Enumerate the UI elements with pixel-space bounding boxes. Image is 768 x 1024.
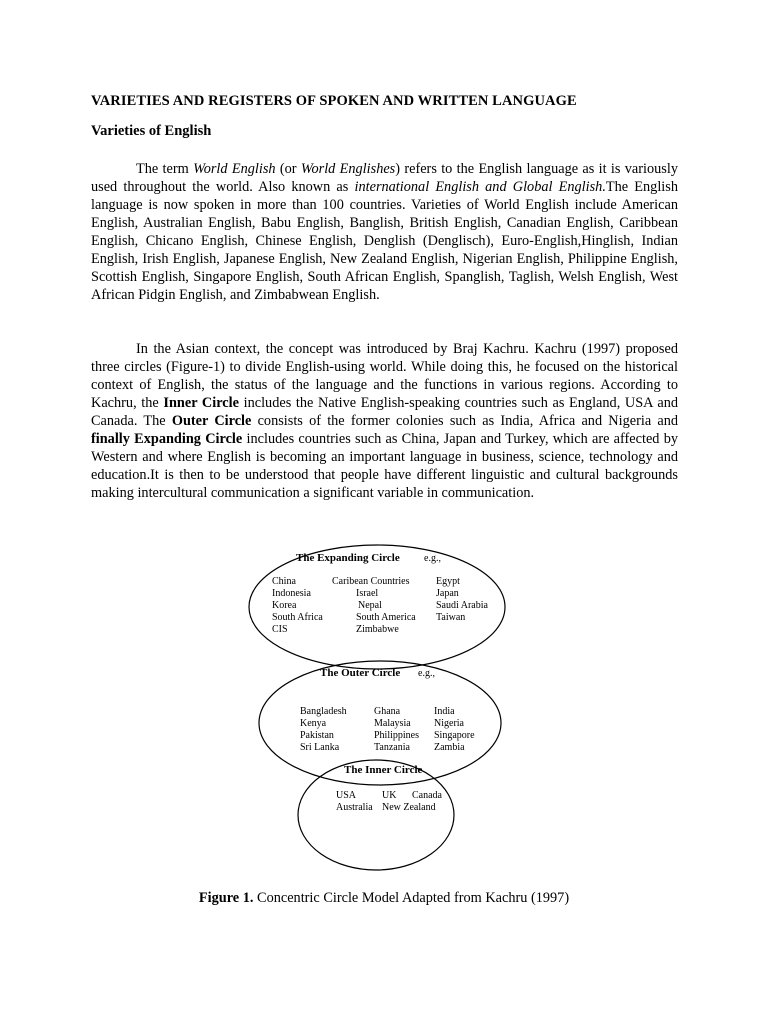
- figure-caption: [0, 890, 768, 907]
- expanding-col3-item: Japan: [436, 588, 459, 599]
- circle-diagram: [248, 538, 516, 874]
- outer-col1-item: Sri Lanka: [300, 742, 340, 753]
- section-heading: Varieties of English: [91, 123, 212, 139]
- outer-col1-item: Kenya: [300, 718, 327, 729]
- expanding-col3-item: Saudi Arabia: [436, 600, 488, 611]
- expanding-col2-item: Zimbabwe: [356, 624, 399, 635]
- outer-col3-item: Zambia: [434, 742, 465, 753]
- paragraph-kachru: [91, 340, 678, 502]
- inner-row2-item: New Zealand: [382, 802, 436, 813]
- outer-col2-item: Malaysia: [374, 718, 411, 729]
- paragraph-world-english: [91, 160, 678, 304]
- p2-term-inner-circle: Inner Circle: [163, 395, 239, 411]
- outer-col1-item: Bangladesh: [300, 706, 347, 717]
- inner-row1-item: Canada: [412, 790, 442, 801]
- p1-text-1: The term: [136, 161, 194, 177]
- expanding-col1-item: Korea: [272, 600, 297, 611]
- outer-col2-item: Philippines: [374, 730, 420, 741]
- p1-term-world-englishes: World Englishes: [300, 161, 396, 177]
- expanding-circle-title: The Expanding Circle: [296, 552, 400, 564]
- p1-text-3: ) refers to the English language as it is variously used throughout the world. Also known as: [91, 161, 678, 195]
- outer-col3-item: Singapore: [434, 730, 475, 741]
- p2-text-2: includes the Native English-speaking countries such as England, USA and Canada. The: [91, 395, 678, 429]
- inner-row1-item: USA: [336, 790, 357, 801]
- figure-caption-text: Concentric Circle Model Adapted from Kachru (1997): [253, 890, 570, 906]
- expanding-col1-item: South Africa: [272, 612, 323, 623]
- p2-term-outer-circle: Outer Circle: [171, 413, 252, 429]
- expanding-circle-eg: e.g.,: [424, 553, 441, 564]
- document-title: VARIETIES AND REGISTERS OF SPOKEN AND WRITTEN LANGUAGE: [91, 93, 577, 109]
- p2-text-3: consists of the former colonies such as India, Africa and Nigeria and: [251, 413, 679, 429]
- inner-row1-item: UK: [382, 790, 397, 801]
- p2-text-4: includes countries such as China, Japan and Turkey, which are affected by Western and where English is becoming an important language in business, science, technology and education.It is then to be understood that people have different linguistic and cultural backgrounds making intercultural communication a significant variable in communication.: [91, 431, 678, 501]
- p2-term-expanding-circle: finally Expanding Circle: [91, 431, 243, 447]
- expanding-col1-item: China: [272, 576, 296, 587]
- outer-col2-item: Tanzania: [374, 742, 410, 753]
- expanding-col2-item: South America: [356, 612, 416, 623]
- concentric-circle-figure: [248, 538, 516, 874]
- inner-row2-item: Australia: [336, 802, 373, 813]
- outer-col3-item: Nigeria: [434, 718, 464, 729]
- p1-term-international: international English and Global English.: [354, 179, 606, 195]
- p2-text-1: In the Asian context, the concept was introduced by Braj Kachru. Kachru (1997) proposed three circles (Figure-1) to divide English-using world. While doing this, he focused on the historical context of English, the status of the language and the functions in various regions. According to Kachru, the: [91, 341, 678, 411]
- inner-circle-outline: [298, 760, 454, 870]
- expanding-col3-item: Egypt: [436, 576, 460, 587]
- expanding-col3-item: Taiwan: [436, 612, 466, 623]
- expanding-col2-item: Israel: [356, 588, 379, 599]
- p1-term-world-english: World English: [193, 161, 276, 177]
- outer-circle-eg: e.g.,: [418, 668, 435, 679]
- figure-caption-label: Figure 1.: [198, 890, 254, 906]
- outer-col3-item: India: [434, 706, 455, 717]
- inner-circle-title: The Inner Circle: [344, 764, 423, 776]
- expanding-col1-item: CIS: [272, 624, 288, 635]
- p1-text-2: (or: [275, 161, 301, 177]
- outer-circle-title: The Outer Circle: [320, 667, 401, 679]
- outer-col2-item: Ghana: [374, 706, 401, 717]
- expanding-col2-item: Nepal: [358, 600, 382, 611]
- outer-col1-item: Pakistan: [300, 730, 334, 741]
- expanding-col2-item: Caribean Countries: [332, 576, 410, 587]
- p1-text-4: The English language is now spoken in more than 100 countries. Varieties of World English include American English, Australian English, Babu English, Banglish, British English, Canadian English, Caribbean English, Chicano English, Chinese English, Denglish (Denglisch), Euro-English,Hinglish, Indian English, Irish English, Japanese English, New Zealand English, Nigerian English, Philippine English, Scottish English, Singapore English, South African English, Spanglish, Taglish, Welsh English, West African Pidgin English, and Zimbabwean English.: [91, 179, 678, 303]
- expanding-col1-item: Indonesia: [272, 588, 311, 599]
